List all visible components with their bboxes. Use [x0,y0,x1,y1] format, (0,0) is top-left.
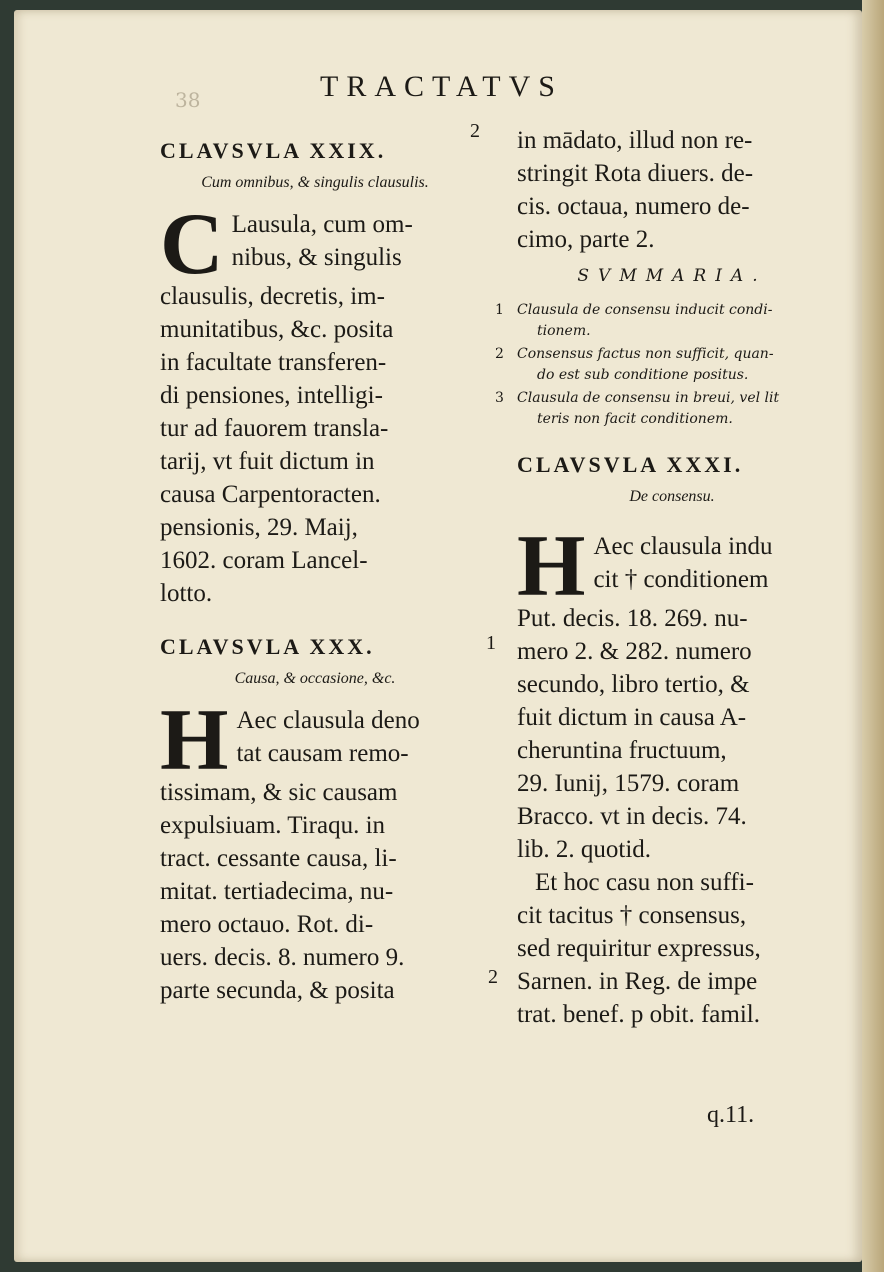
text-line: mero octauo. Rot. di- [160,911,374,938]
text-line: lib. 2. quotid. [517,836,652,863]
summary-line: do est sub conditione positus. [537,367,749,383]
summary-item [495,344,827,386]
summary-line: Clausula de consensu in breui, vel lit [517,390,780,406]
summary-item [495,388,827,430]
dropcap-h: H [517,518,586,615]
clause-30-subhead: Causa, & occasione, &c. [234,670,396,687]
summary-number: 2 [495,346,504,362]
left-column [160,124,470,1007]
text-line: cit † conditionem [593,566,769,593]
text-line: in facultate transferen- [160,349,387,376]
text-line: Et hoc casu non suffi- [535,869,754,896]
text-line: 29. Iunij, 1579. coram [517,770,740,797]
text-line: tissimam, & sic causam [160,779,398,806]
right-column [495,124,827,1031]
text-line: Bracco. vt in decis. 74. [517,803,747,830]
text-line: causa Carpentoracten. [160,481,381,508]
text-line: in mādato, illud non re- [517,127,753,154]
text-line: tur ad fauorem transla- [160,415,389,442]
clause-30-text [160,692,470,1007]
text-line: pensionis, 29. Maij, [160,514,358,541]
margin-number-right-2: 2 [488,966,498,988]
text-line: trat. benef. p obit. famil. [517,1001,760,1028]
text-line: cit tacitus † consensus, [517,902,747,929]
summary-line: teris non facit conditionem. [537,411,733,427]
text-line: fuit dictum in causa A- [517,704,747,731]
summary-line: Consensus factus non sufficit, quan- [517,346,774,362]
summary-line: tionem. [537,323,591,339]
clause-31-heading: CLAVSVLA XXXI. [517,452,744,477]
text-line: tat causam remo- [236,740,409,767]
text-line: tarij, vt fuit dictum in [160,448,375,475]
text-line: expulsiuam. Tiraqu. in [160,812,386,839]
running-header: TRACTATVS [320,70,563,103]
clause-31-text [517,518,827,1031]
text-line: stringit Rota diuers. de- [517,160,754,187]
text-line: mero 2. & 282. numero [517,638,752,665]
text-line: lotto. [160,580,213,607]
text-line: sed requiritur expressus, [517,935,761,962]
text-line: mitat. tertiadecima, nu- [160,878,394,905]
clause-29-text [160,196,470,610]
text-line: cheruntina fructuum, [517,737,727,764]
clause-29-heading: CLAVSVLA XXIX. [160,138,387,163]
dropcap-h: H [160,692,229,789]
text-line: Aec clausula deno [236,707,420,734]
folio-number: 38 [175,88,201,112]
dropcap-c: C [160,196,224,293]
text-line: Sarnen. in Reg. de impe [517,968,758,995]
text-line: cis. octaua, numero de- [517,193,750,220]
clause-31-subhead: De consensu. [629,488,715,505]
text-line: Put. decis. 18. 269. nu- [517,605,748,632]
margin-number-left: 2 [470,120,480,142]
summary-item [495,300,827,342]
page-edge [862,0,884,1272]
text-line: clausulis, decretis, im- [160,283,385,310]
text-line: secundo, libro tertio, & [517,671,750,698]
summary-number: 1 [495,302,504,318]
text-line: munitatibus, &c. posita [160,316,394,343]
catchword: q.11. [707,1102,755,1128]
text-line: tract. cessante causa, li- [160,845,397,872]
text-line: di pensiones, intelligi- [160,382,383,409]
summaria-title: SVMMARIA. [577,266,767,286]
summary-line: Clausula de consensu inducit condi- [517,302,773,318]
clause-30-heading: CLAVSVLA XXX. [160,634,375,659]
text-line: uers. decis. 8. numero 9. [160,944,405,971]
text-line: 1602. coram Lancel- [160,547,368,574]
text-line: Lausula, cum om- [231,211,413,238]
summary-number: 3 [495,390,504,406]
text-line: nibus, & singulis [231,244,402,271]
text-line: Aec clausula indu [593,533,773,560]
text-line: cimo, parte 2. [517,226,655,253]
clause-29-subhead: Cum omnibus, & singulis clausulis. [201,174,429,191]
margin-number-right-1: 1 [486,632,496,654]
text-line: parte secunda, & posita [160,977,395,1004]
